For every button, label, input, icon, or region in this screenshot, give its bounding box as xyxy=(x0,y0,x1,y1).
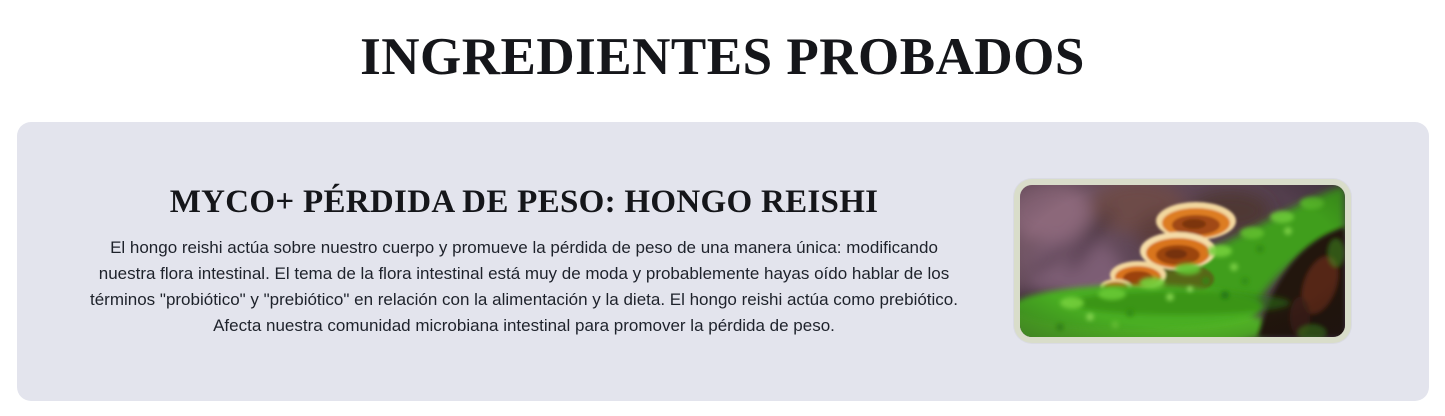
section-title: INGREDIENTES PROBADOS xyxy=(360,28,1085,86)
reishi-photo xyxy=(1020,185,1345,337)
ingredient-card xyxy=(17,122,1429,401)
reishi-mushroom-illustration xyxy=(1020,185,1345,337)
ingredient-card-description: El hongo reishi actúa sobre nuestro cuerpo y promueve la pérdida de peso de una manera única: modificando nuestra flora intestinal. El tema de la flora intestinal está muy de moda y probablemente hayas oído hablar de los términos "probiótico" y "prebiótico" en relación con la alimentación y la dieta. El hongo reishi actúa como prebiótico. Afecta nuestra comunidad microbiana intestinal para promover la pérdida de peso. xyxy=(90,237,958,335)
ingredient-card-title: MYCO+ PÉRDIDA DE PESO: HONGO REISHI xyxy=(169,183,879,220)
reishi-photo-frame xyxy=(1014,179,1351,343)
ingredient-card-text xyxy=(60,184,988,339)
